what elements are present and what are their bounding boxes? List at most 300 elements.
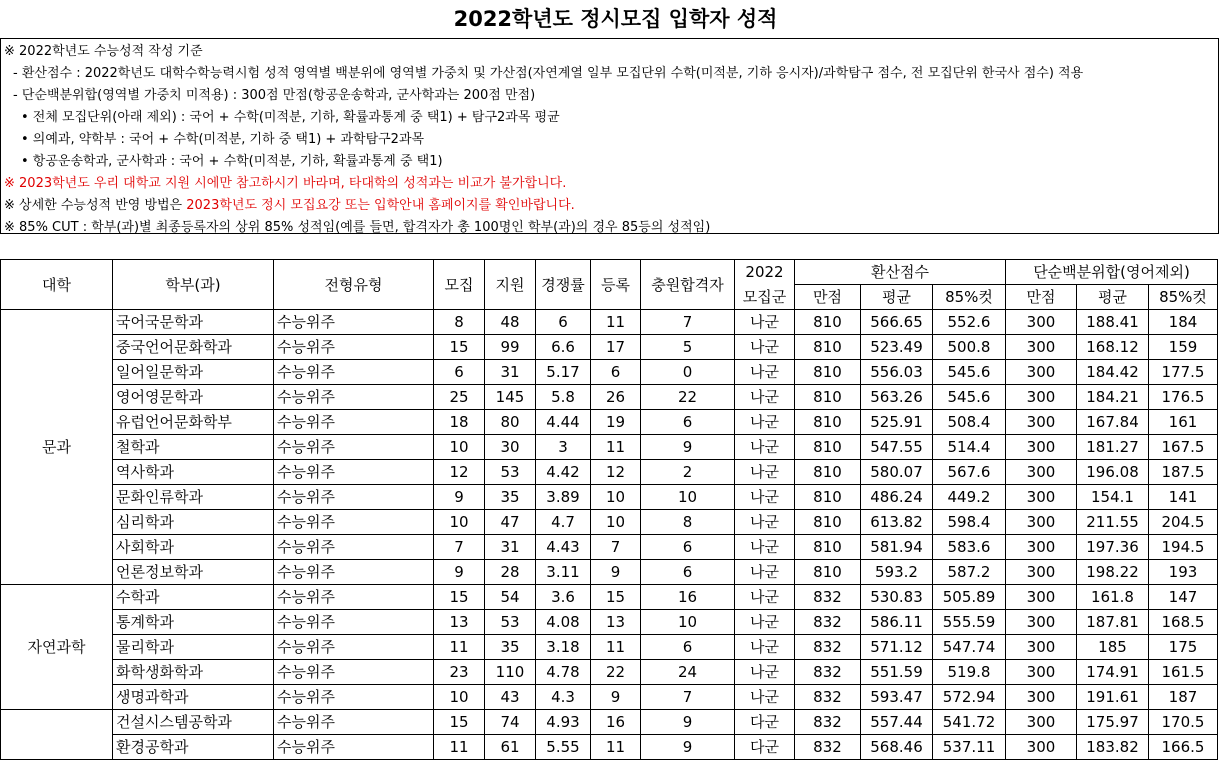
table-row [1, 510, 1218, 535]
cell-department: 환경공학과 [113, 735, 274, 760]
cell-department: 국어국문학과 [113, 310, 274, 335]
cell-enrolled: 11 [591, 435, 641, 460]
cell-competition: 4.7 [536, 510, 591, 535]
cell-competition: 4.78 [536, 660, 591, 685]
cell-department: 화학생화학과 [113, 660, 274, 685]
cell-converted-cut: 552.6 [933, 310, 1006, 335]
cell-converted-cut: 541.72 [933, 710, 1006, 735]
cell-quota: 7 [434, 535, 485, 560]
table-row [1, 335, 1218, 360]
cell-converted-avg: 486.24 [861, 485, 933, 510]
cell-applicants: 99 [485, 335, 536, 360]
cell-simple-cut: 141 [1149, 485, 1218, 510]
note-detail [1, 195, 1218, 217]
cell-admission-type: 수능위주 [274, 360, 434, 385]
cell-competition: 5.55 [536, 735, 591, 760]
cell-competition: 5.17 [536, 360, 591, 385]
cell-simple-cut: 167.5 [1149, 435, 1218, 460]
cell-group: 나군 [735, 610, 795, 635]
cell-applicants: 43 [485, 685, 536, 710]
cell-admission-type: 수능위주 [274, 385, 434, 410]
cell-applicants: 74 [485, 710, 536, 735]
cell-quota: 9 [434, 485, 485, 510]
header-competition: 경쟁률 [536, 260, 591, 310]
cell-department: 철학과 [113, 435, 274, 460]
header-additional: 충원합격자 [641, 260, 735, 310]
cell-admission-type: 수능위주 [274, 685, 434, 710]
cell-simple-cut: 161.5 [1149, 660, 1218, 685]
cell-additional: 7 [641, 310, 735, 335]
cell-simple-full: 300 [1006, 735, 1077, 760]
cell-enrolled: 10 [591, 485, 641, 510]
cell-enrolled: 16 [591, 710, 641, 735]
cell-simple-full: 300 [1006, 335, 1077, 360]
cell-simple-avg: 174.91 [1077, 660, 1149, 685]
cell-applicants: 48 [485, 310, 536, 335]
header-simple-full: 만점 [1006, 285, 1077, 310]
cell-simple-full: 300 [1006, 635, 1077, 660]
table-row [1, 560, 1218, 585]
cell-competition: 3.89 [536, 485, 591, 510]
cell-applicants: 35 [485, 635, 536, 660]
note-line: - 환산점수 : 2022학년도 대학수학능력시험 성적 영역별 백분위에 영역별 가중치 및 가산점(자연계열 일부 모집단위 수학(미적분, 기하 응시자)/과학탐구 점수, 전 모집단위 한국사 점수) 적용 [13, 66, 1084, 81]
cell-converted-full: 810 [795, 360, 861, 385]
cell-quota: 15 [434, 335, 485, 360]
cell-converted-avg: 586.11 [861, 610, 933, 635]
cell-converted-cut: 508.4 [933, 410, 1006, 435]
table-row [1, 635, 1218, 660]
header-group-year: 2022 [735, 260, 795, 285]
cell-converted-cut: 519.8 [933, 660, 1006, 685]
cell-quota: 15 [434, 585, 485, 610]
cell-converted-avg: 581.94 [861, 535, 933, 560]
cell-converted-avg: 563.26 [861, 385, 933, 410]
cell-admission-type: 수능위주 [274, 510, 434, 535]
cell-competition: 3 [536, 435, 591, 460]
cell-additional: 10 [641, 610, 735, 635]
cell-simple-cut: 159 [1149, 335, 1218, 360]
cell-simple-cut: 177.5 [1149, 360, 1218, 385]
cell-simple-full: 300 [1006, 610, 1077, 635]
cell-simple-cut: 170.5 [1149, 710, 1218, 735]
cell-converted-cut: 567.6 [933, 460, 1006, 485]
header-simple-avg: 평균 [1077, 285, 1149, 310]
cell-converted-avg: 580.07 [861, 460, 933, 485]
cell-converted-cut: 583.6 [933, 535, 1006, 560]
cell-competition: 3.18 [536, 635, 591, 660]
cell-additional: 24 [641, 660, 735, 685]
cell-converted-avg: 566.65 [861, 310, 933, 335]
cell-converted-avg: 593.47 [861, 685, 933, 710]
header-converted-cut: 85%컷 [933, 285, 1006, 310]
cell-simple-full: 300 [1006, 510, 1077, 535]
cell-converted-cut: 545.6 [933, 360, 1006, 385]
cell-group: 나군 [735, 360, 795, 385]
cell-department: 문화인류학과 [113, 485, 274, 510]
table-row [1, 385, 1218, 410]
cell-admission-type: 수능위주 [274, 335, 434, 360]
cell-enrolled: 10 [591, 510, 641, 535]
header-group: 모집군 [735, 285, 795, 310]
cell-converted-avg: 568.46 [861, 735, 933, 760]
cell-additional: 6 [641, 560, 735, 585]
cell-simple-avg: 168.12 [1077, 335, 1149, 360]
cell-quota: 25 [434, 385, 485, 410]
cell-applicants: 35 [485, 485, 536, 510]
cell-converted-full: 832 [795, 610, 861, 635]
cell-simple-full: 300 [1006, 460, 1077, 485]
note-cut: ※ 85% CUT : 학부(과)별 최종등록자의 상위 85% 성적임(예를 들면, 합격자가 총 100명인 학부(과)의 경우 85등의 성적임) [4, 220, 711, 235]
cell-converted-cut: 598.4 [933, 510, 1006, 535]
cell-converted-full: 832 [795, 685, 861, 710]
cell-additional: 6 [641, 635, 735, 660]
cell-converted-cut: 572.94 [933, 685, 1006, 710]
header-simple-cut: 85%컷 [1149, 285, 1218, 310]
cell-competition: 5.8 [536, 385, 591, 410]
cell-converted-cut: 587.2 [933, 560, 1006, 585]
cell-simple-full: 300 [1006, 585, 1077, 610]
cell-simple-avg: 167.84 [1077, 410, 1149, 435]
cell-department: 물리학과 [113, 635, 274, 660]
table-row [1, 610, 1218, 635]
cell-simple-avg: 197.36 [1077, 535, 1149, 560]
cell-simple-cut: 168.5 [1149, 610, 1218, 635]
cell-group: 다군 [735, 735, 795, 760]
table-row [1, 660, 1218, 685]
cell-simple-cut: 166.5 [1149, 735, 1218, 760]
cell-enrolled: 11 [591, 635, 641, 660]
cell-simple-full: 300 [1006, 660, 1077, 685]
cell-converted-cut: 537.11 [933, 735, 1006, 760]
cell-simple-cut: 176.5 [1149, 385, 1218, 410]
cell-converted-cut: 505.89 [933, 585, 1006, 610]
cell-converted-full: 810 [795, 510, 861, 535]
note-line: ※ 2023학년도 우리 대학교 지원 시에만 참고하시기 바라며, 타대학의 성적과는 비교가 불가합니다. [4, 176, 567, 191]
cell-admission-type: 수능위주 [274, 560, 434, 585]
cell-enrolled: 11 [591, 310, 641, 335]
cell-admission-type: 수능위주 [274, 435, 434, 460]
cell-simple-cut: 193 [1149, 560, 1218, 585]
note-detail-prefix: ※ 상세한 수능성적 반영 방법은 [4, 198, 187, 213]
cell-quota: 10 [434, 435, 485, 460]
cell-converted-full: 832 [795, 735, 861, 760]
cell-additional: 0 [641, 360, 735, 385]
cell-additional: 9 [641, 435, 735, 460]
cell-simple-full: 300 [1006, 485, 1077, 510]
cell-applicants: 54 [485, 585, 536, 610]
cell-applicants: 53 [485, 610, 536, 635]
cell-competition: 4.42 [536, 460, 591, 485]
cell-admission-type: 수능위주 [274, 585, 434, 610]
cell-simple-avg: 154.1 [1077, 485, 1149, 510]
cell-converted-full: 810 [795, 385, 861, 410]
cell-group: 나군 [735, 410, 795, 435]
cell-quota: 10 [434, 685, 485, 710]
cell-simple-avg: 183.82 [1077, 735, 1149, 760]
cell-department: 유럽언어문화학부 [113, 410, 274, 435]
cell-simple-full: 300 [1006, 560, 1077, 585]
cell-admission-type: 수능위주 [274, 535, 434, 560]
cell-group: 나군 [735, 535, 795, 560]
header-converted-score: 환산점수 [795, 260, 1006, 285]
cell-converted-avg: 613.82 [861, 510, 933, 535]
cell-competition: 3.11 [536, 560, 591, 585]
cell-simple-avg: 184.42 [1077, 360, 1149, 385]
cell-competition: 3.6 [536, 585, 591, 610]
note-line: ※ 2022학년도 수능성적 작성 기준 [4, 44, 203, 59]
header-admission-type: 전형유형 [274, 260, 434, 310]
cell-department: 언론정보학과 [113, 560, 274, 585]
cell-competition: 4.43 [536, 535, 591, 560]
cell-converted-avg: 551.59 [861, 660, 933, 685]
cell-university: 문과 [1, 310, 113, 585]
cell-converted-full: 810 [795, 535, 861, 560]
cell-group: 다군 [735, 710, 795, 735]
cell-additional: 8 [641, 510, 735, 535]
cell-applicants: 110 [485, 660, 536, 685]
cell-simple-avg: 185 [1077, 635, 1149, 660]
cell-converted-avg: 530.83 [861, 585, 933, 610]
cell-quota: 12 [434, 460, 485, 485]
cell-quota: 23 [434, 660, 485, 685]
cell-converted-avg: 523.49 [861, 335, 933, 360]
cell-enrolled: 9 [591, 560, 641, 585]
cell-converted-full: 810 [795, 335, 861, 360]
cell-simple-full: 300 [1006, 310, 1077, 335]
cell-converted-full: 810 [795, 485, 861, 510]
cell-additional: 2 [641, 460, 735, 485]
cell-simple-cut: 187.5 [1149, 460, 1218, 485]
cell-admission-type: 수능위주 [274, 635, 434, 660]
cell-simple-avg: 196.08 [1077, 460, 1149, 485]
table-row [1, 685, 1218, 710]
cell-converted-cut: 545.6 [933, 385, 1006, 410]
cell-applicants: 47 [485, 510, 536, 535]
cell-quota: 6 [434, 360, 485, 385]
cell-converted-avg: 557.44 [861, 710, 933, 735]
cell-enrolled: 17 [591, 335, 641, 360]
cell-quota: 11 [434, 735, 485, 760]
cell-simple-avg: 187.81 [1077, 610, 1149, 635]
cell-converted-avg: 525.91 [861, 410, 933, 435]
cell-converted-cut: 500.8 [933, 335, 1006, 360]
cell-department: 중국언어문화학과 [113, 335, 274, 360]
cell-converted-cut: 514.4 [933, 435, 1006, 460]
cell-simple-avg: 181.27 [1077, 435, 1149, 460]
table-row [1, 585, 1218, 610]
cell-department: 통계학과 [113, 610, 274, 635]
cell-group: 나군 [735, 335, 795, 360]
cell-group: 나군 [735, 560, 795, 585]
cell-converted-avg: 571.12 [861, 635, 933, 660]
cell-enrolled: 7 [591, 535, 641, 560]
cell-applicants: 30 [485, 435, 536, 460]
cell-admission-type: 수능위주 [274, 410, 434, 435]
cell-admission-type: 수능위주 [274, 485, 434, 510]
cell-applicants: 80 [485, 410, 536, 435]
cell-department: 역사학과 [113, 460, 274, 485]
cell-quota: 10 [434, 510, 485, 535]
cell-converted-full: 832 [795, 585, 861, 610]
table-row [1, 535, 1218, 560]
cell-quota: 13 [434, 610, 485, 635]
cell-competition: 6 [536, 310, 591, 335]
cell-admission-type: 수능위주 [274, 660, 434, 685]
cell-enrolled: 13 [591, 610, 641, 635]
cell-enrolled: 19 [591, 410, 641, 435]
cell-simple-avg: 161.8 [1077, 585, 1149, 610]
cell-competition: 4.3 [536, 685, 591, 710]
table-row [1, 735, 1218, 760]
table-row [1, 410, 1218, 435]
cell-converted-full: 810 [795, 435, 861, 460]
cell-simple-cut: 194.5 [1149, 535, 1218, 560]
cell-enrolled: 26 [591, 385, 641, 410]
cell-converted-avg: 547.55 [861, 435, 933, 460]
cell-department: 건설시스템공학과 [113, 710, 274, 735]
cell-simple-avg: 198.22 [1077, 560, 1149, 585]
cell-simple-avg: 188.41 [1077, 310, 1149, 335]
cell-department: 생명과학과 [113, 685, 274, 710]
cell-enrolled: 6 [591, 360, 641, 385]
cell-competition: 6.6 [536, 335, 591, 360]
cell-competition: 4.93 [536, 710, 591, 735]
cell-simple-full: 300 [1006, 410, 1077, 435]
cell-additional: 6 [641, 535, 735, 560]
header-university: 대학 [1, 260, 113, 310]
cell-group: 나군 [735, 510, 795, 535]
cell-group: 나군 [735, 385, 795, 410]
table-row [1, 310, 1218, 335]
cell-enrolled: 12 [591, 460, 641, 485]
cell-converted-full: 810 [795, 410, 861, 435]
cell-applicants: 31 [485, 360, 536, 385]
table-row [1, 460, 1218, 485]
cell-simple-cut: 187 [1149, 685, 1218, 710]
cell-enrolled: 9 [591, 685, 641, 710]
cell-simple-cut: 161 [1149, 410, 1218, 435]
cell-group: 나군 [735, 485, 795, 510]
page-title: 2022학년도 정시모집 입학자 성적 [453, 7, 778, 31]
cell-simple-cut: 204.5 [1149, 510, 1218, 535]
cell-admission-type: 수능위주 [274, 735, 434, 760]
note-line: • 항공운송학과, 군사학과 : 국어 + 수학(미적분, 기하, 확률과통계 중 택1) [21, 154, 443, 169]
cell-simple-full: 300 [1006, 385, 1077, 410]
cell-quota: 11 [434, 635, 485, 660]
cell-simple-full: 300 [1006, 360, 1077, 385]
cell-group: 나군 [735, 660, 795, 685]
cell-quota: 18 [434, 410, 485, 435]
cell-simple-cut: 147 [1149, 585, 1218, 610]
cell-additional: 16 [641, 585, 735, 610]
cell-converted-full: 810 [795, 560, 861, 585]
cell-quota: 8 [434, 310, 485, 335]
cell-applicants: 31 [485, 535, 536, 560]
table-row [1, 360, 1218, 385]
note-detail-highlight: 2023학년도 정시 모집요강 또는 입학안내 홈페이지를 확인바랍니다. [186, 198, 575, 213]
cell-simple-avg: 184.21 [1077, 385, 1149, 410]
cell-simple-full: 300 [1006, 435, 1077, 460]
cell-applicants: 61 [485, 735, 536, 760]
cell-simple-avg: 175.97 [1077, 710, 1149, 735]
cell-converted-avg: 593.2 [861, 560, 933, 585]
cell-additional: 7 [641, 685, 735, 710]
cell-converted-full: 832 [795, 710, 861, 735]
cell-department: 수학과 [113, 585, 274, 610]
note-line: - 단순백분위합(영역별 가중치 미적용) : 300점 만점(항공운송학과, 군사학과는 200점 만점) [13, 88, 536, 103]
table-row [1, 435, 1218, 460]
note-line: • 전체 모집단위(아래 제외) : 국어 + 수학(미적분, 기하, 확률과통계 중 택1) + 탐구2과목 평균 [21, 110, 560, 125]
table-row [1, 710, 1218, 735]
cell-additional: 9 [641, 735, 735, 760]
cell-converted-full: 810 [795, 310, 861, 335]
cell-converted-cut: 449.2 [933, 485, 1006, 510]
cell-group: 나군 [735, 685, 795, 710]
cell-converted-full: 832 [795, 635, 861, 660]
cell-university: 자연과학 [1, 585, 113, 710]
cell-additional: 5 [641, 335, 735, 360]
cell-additional: 10 [641, 485, 735, 510]
cell-group: 나군 [735, 635, 795, 660]
cell-competition: 4.44 [536, 410, 591, 435]
header-simple-percentile: 단순백분위합(영어제외) [1006, 260, 1218, 285]
cell-admission-type: 수능위주 [274, 310, 434, 335]
header-enrolled: 등록 [591, 260, 641, 310]
cell-additional: 6 [641, 410, 735, 435]
cell-applicants: 145 [485, 385, 536, 410]
cell-simple-full: 300 [1006, 685, 1077, 710]
cell-simple-full: 300 [1006, 710, 1077, 735]
cell-department: 사회학과 [113, 535, 274, 560]
cell-additional: 9 [641, 710, 735, 735]
cell-group: 나군 [735, 435, 795, 460]
cell-admission-type: 수능위주 [274, 460, 434, 485]
cell-converted-avg: 556.03 [861, 360, 933, 385]
header-converted-full: 만점 [795, 285, 861, 310]
cell-university [1, 710, 113, 760]
cell-additional: 22 [641, 385, 735, 410]
cell-group: 나군 [735, 460, 795, 485]
cell-converted-full: 810 [795, 460, 861, 485]
cell-applicants: 28 [485, 560, 536, 585]
cell-enrolled: 22 [591, 660, 641, 685]
cell-group: 나군 [735, 585, 795, 610]
cell-simple-cut: 175 [1149, 635, 1218, 660]
cell-department: 일어일문학과 [113, 360, 274, 385]
cell-admission-type: 수능위주 [274, 610, 434, 635]
admission-scores-table [0, 259, 1218, 760]
note-line: • 의예과, 약학부 : 국어 + 수학(미적분, 기하 중 택1) + 과학탐구2과목 [21, 132, 425, 147]
cell-simple-cut: 184 [1149, 310, 1218, 335]
header-department: 학부(과) [113, 260, 274, 310]
cell-enrolled: 15 [591, 585, 641, 610]
header-applicants: 지원 [485, 260, 536, 310]
cell-competition: 4.08 [536, 610, 591, 635]
cell-converted-cut: 555.59 [933, 610, 1006, 635]
cell-admission-type: 수능위주 [274, 710, 434, 735]
table-row [1, 485, 1218, 510]
cell-quota: 9 [434, 560, 485, 585]
cell-converted-cut: 547.74 [933, 635, 1006, 660]
cell-simple-avg: 211.55 [1077, 510, 1149, 535]
cell-applicants: 53 [485, 460, 536, 485]
cell-department: 심리학과 [113, 510, 274, 535]
header-quota: 모집 [434, 260, 485, 310]
notes-box [0, 38, 1219, 234]
cell-department: 영어영문학과 [113, 385, 274, 410]
cell-simple-full: 300 [1006, 535, 1077, 560]
header-converted-avg: 평균 [861, 285, 933, 310]
